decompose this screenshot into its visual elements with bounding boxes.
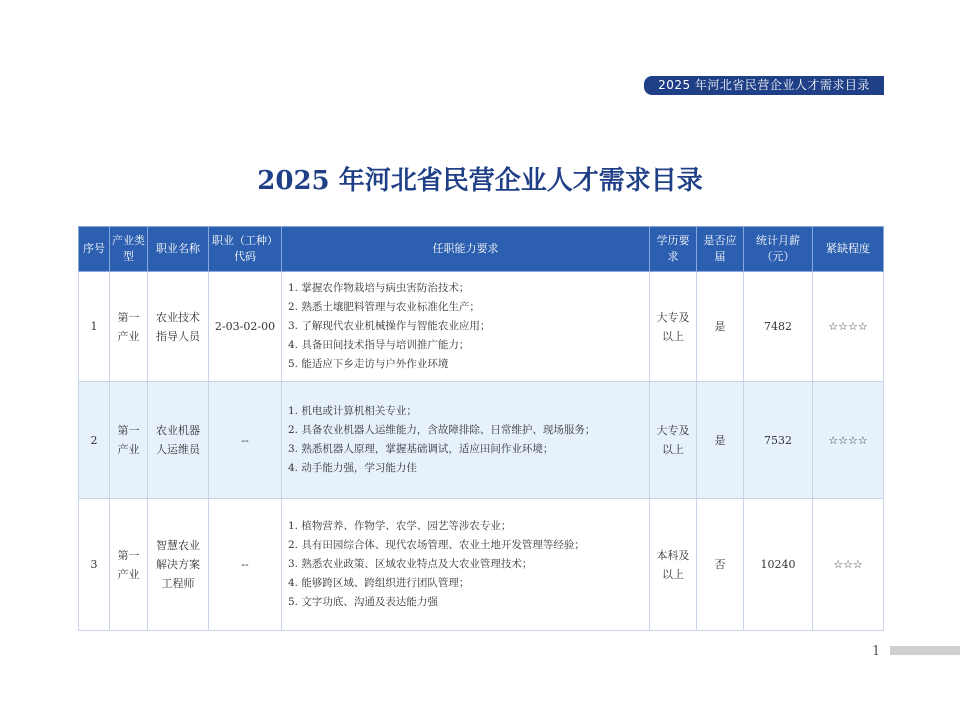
cell-occupation-code: 2-03-02-00	[209, 272, 282, 382]
cell-seq: 2	[79, 382, 110, 499]
cell-industry-type: 第一产业	[110, 272, 148, 382]
header-occupation-code: 职业（工种）代码	[209, 227, 282, 272]
cell-monthly-salary: 7532	[744, 382, 813, 499]
header-monthly-salary: 统计月薪（元）	[744, 227, 813, 272]
header-occupation-name: 职业名称	[148, 227, 209, 272]
cell-monthly-salary: 10240	[744, 499, 813, 631]
requirement-line: 2. 具有田园综合体、现代农场管理、农业土地开发管理等经验；	[288, 539, 585, 551]
cell-urgency: ☆☆☆☆	[813, 272, 884, 382]
page-title: 2025 年河北省民营企业人才需求目录	[257, 166, 703, 196]
header-tag: 2025 年河北省民营企业人才需求目录	[644, 76, 884, 95]
header-education: 学历要求	[650, 227, 697, 272]
requirement-line: 4. 能够跨区域、跨组织进行团队管理；	[288, 577, 470, 589]
cell-monthly-salary: 7482	[744, 272, 813, 382]
cell-education: 大专及以上	[650, 382, 697, 499]
table-row	[79, 499, 884, 631]
cell-fresh-grad: 否	[697, 499, 744, 631]
requirement-line: 2. 具备农业机器人运维能力，含故障排除、日常维护、现场服务；	[288, 424, 596, 436]
cell-seq: 1	[79, 272, 110, 382]
requirement-line: 4. 具备田间技术指导与培训推广能力；	[288, 339, 470, 351]
cell-occupation-name: 农业机器人运维员	[148, 382, 209, 499]
cell-requirements	[282, 499, 650, 631]
table-row	[79, 272, 884, 382]
cell-fresh-grad: 是	[697, 382, 744, 499]
cell-seq: 3	[79, 499, 110, 631]
page-footer-bar	[890, 646, 960, 655]
cell-education: 大专及以上	[650, 272, 697, 382]
requirement-line: 5. 文字功底、沟通及表达能力强	[288, 596, 438, 608]
cell-industry-type: 第一产业	[110, 382, 148, 499]
table-header-row	[79, 227, 884, 272]
table-row	[79, 382, 884, 499]
cell-occupation-code: --	[209, 499, 282, 631]
cell-education: 本科及以上	[650, 499, 697, 631]
cell-fresh-grad: 是	[697, 272, 744, 382]
requirement-line: 2. 熟悉土壤肥料管理与农业标准化生产；	[288, 301, 480, 313]
cell-requirements	[282, 382, 650, 499]
cell-requirements	[282, 272, 650, 382]
requirement-line: 5. 能适应下乡走访与户外作业环境	[288, 358, 449, 370]
requirement-line: 3. 熟悉机器人原理，掌握基础调试，适应田间作业环境；	[288, 443, 554, 455]
requirement-line: 3. 熟悉农业政策、区域农业特点及大农业管理技术；	[288, 558, 533, 570]
cell-occupation-name: 农业技术指导人员	[148, 272, 209, 382]
requirement-line: 1. 植物营养、作物学、农学、园艺等涉农专业；	[288, 520, 512, 532]
page-number: 1	[872, 644, 881, 659]
cell-urgency: ☆☆☆	[813, 499, 884, 631]
cell-industry-type: 第一产业	[110, 499, 148, 631]
header-seq: 序号	[79, 227, 110, 272]
cell-urgency: ☆☆☆☆	[813, 382, 884, 499]
requirement-line: 1. 机电或计算机相关专业；	[288, 405, 417, 417]
header-industry-type: 产业类型	[110, 227, 148, 272]
requirement-line: 3. 了解现代农业机械操作与智能农业应用；	[288, 320, 491, 332]
requirement-line: 4. 动手能力强，学习能力佳	[288, 462, 417, 474]
talent-demand-table	[78, 226, 884, 631]
cell-occupation-name: 智慧农业解决方案工程师	[148, 499, 209, 631]
header-urgency: 紧缺程度	[813, 227, 884, 272]
requirement-line: 1. 掌握农作物栽培与病虫害防治技术；	[288, 282, 470, 294]
header-fresh-grad: 是否应届	[697, 227, 744, 272]
cell-occupation-code: --	[209, 382, 282, 499]
header-requirements: 任职能力要求	[282, 227, 650, 272]
